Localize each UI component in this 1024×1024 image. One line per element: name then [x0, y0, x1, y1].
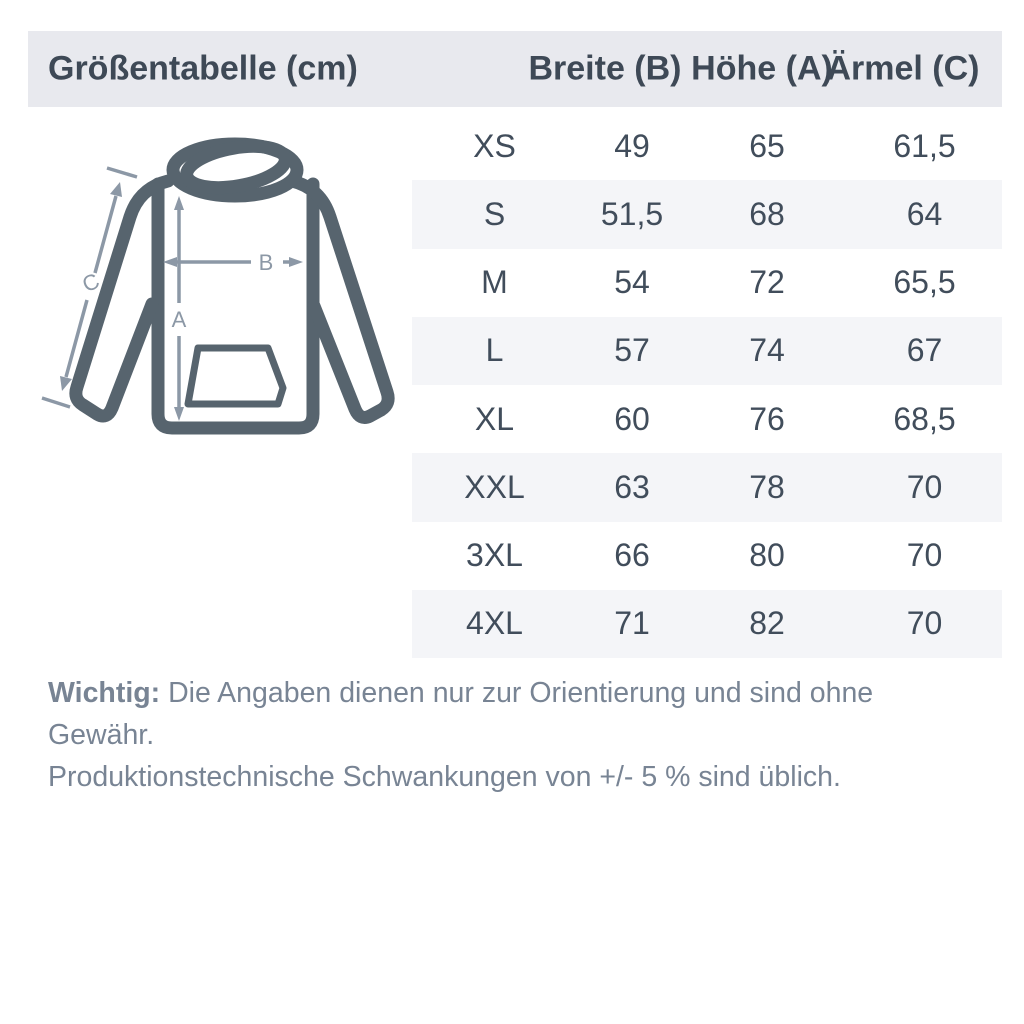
size-cell: 4XL	[466, 605, 523, 642]
table-row	[412, 180, 1002, 248]
arrowhead-a-down-icon	[174, 407, 184, 421]
breite-cell: 63	[614, 468, 650, 505]
breite-cell: 66	[614, 537, 650, 574]
hoehe-cell: 78	[749, 468, 785, 505]
hoehe-cell: 65	[749, 127, 785, 164]
breite-cell: 54	[614, 264, 650, 301]
hoodie-pocket	[188, 348, 283, 404]
size-table	[412, 112, 1002, 658]
hoodie-right-sleeve	[292, 181, 388, 417]
table-row	[412, 385, 1002, 453]
breite-cell: 60	[614, 400, 650, 437]
arrowhead-b-left-icon	[163, 257, 177, 267]
table-row	[412, 112, 1002, 180]
hoodie-body	[158, 184, 313, 428]
aermel-cell: 67	[906, 332, 943, 369]
aermel-cell: 64	[906, 195, 943, 232]
arrow-c-tick-bottom	[42, 398, 70, 407]
measure-label-c: C	[78, 267, 104, 298]
breite-cell: 57	[614, 332, 650, 369]
disclaimer-note	[48, 672, 968, 798]
breite-cell: 51,5	[600, 195, 664, 232]
disclaimer-label: Wichtig:	[48, 677, 161, 709]
size-cell: S	[483, 195, 506, 232]
aermel-cell: 70	[906, 605, 943, 642]
size-cell: XS	[473, 127, 516, 164]
table-row	[412, 317, 1002, 385]
arrowhead-b-right-icon	[289, 257, 303, 267]
arrowhead-c-up-icon	[110, 182, 122, 197]
breite-cell: 71	[614, 605, 650, 642]
size-cell: 3XL	[466, 537, 523, 574]
size-cell: XL	[474, 400, 515, 437]
hoehe-cell: 80	[749, 537, 785, 574]
hoodie-outline	[76, 140, 388, 428]
arrowheads	[60, 182, 303, 421]
measure-label-a: A	[171, 307, 187, 332]
disclaimer-line2: Produktionstechnische Schwankungen von +/- 5 % sind üblich.	[48, 761, 841, 793]
hoehe-cell: 72	[749, 264, 785, 301]
page-title: Größentabelle (cm)	[48, 49, 358, 88]
disclaimer-line1: Die Angaben dienen nur zur Orientierung und sind ohne Gewähr.	[48, 677, 874, 751]
column-header-breite: Breite (B)	[528, 49, 682, 88]
table-row	[412, 249, 1002, 317]
hoodie-line-drawing	[40, 120, 420, 450]
size-cell: XXL	[464, 468, 525, 505]
aermel-cell: 70	[906, 468, 943, 505]
aermel-cell: 65,5	[893, 264, 956, 301]
arrowhead-a-up-icon	[174, 196, 184, 210]
table-row	[412, 590, 1002, 658]
hoehe-cell: 74	[749, 332, 785, 369]
table-row	[412, 522, 1002, 590]
hoehe-cell: 76	[749, 400, 785, 437]
aermel-cell: 68,5	[893, 400, 956, 437]
table-row	[412, 453, 1002, 521]
table-header-band	[28, 31, 1002, 107]
column-header-aermel: Ärmel (C)	[826, 49, 980, 88]
hoehe-cell: 82	[749, 605, 785, 642]
size-cell: L	[485, 332, 504, 369]
column-header-hoehe: Höhe (A)	[691, 49, 833, 88]
hoehe-cell: 68	[749, 195, 785, 232]
aermel-cell: 61,5	[893, 127, 956, 164]
hoodie-measurement-diagram	[40, 120, 420, 450]
size-cell: M	[481, 264, 508, 301]
breite-cell: 49	[614, 127, 650, 164]
aermel-cell: 70	[906, 537, 943, 574]
arrow-c-tick-top	[107, 168, 137, 177]
measure-label-b: B	[258, 250, 274, 275]
